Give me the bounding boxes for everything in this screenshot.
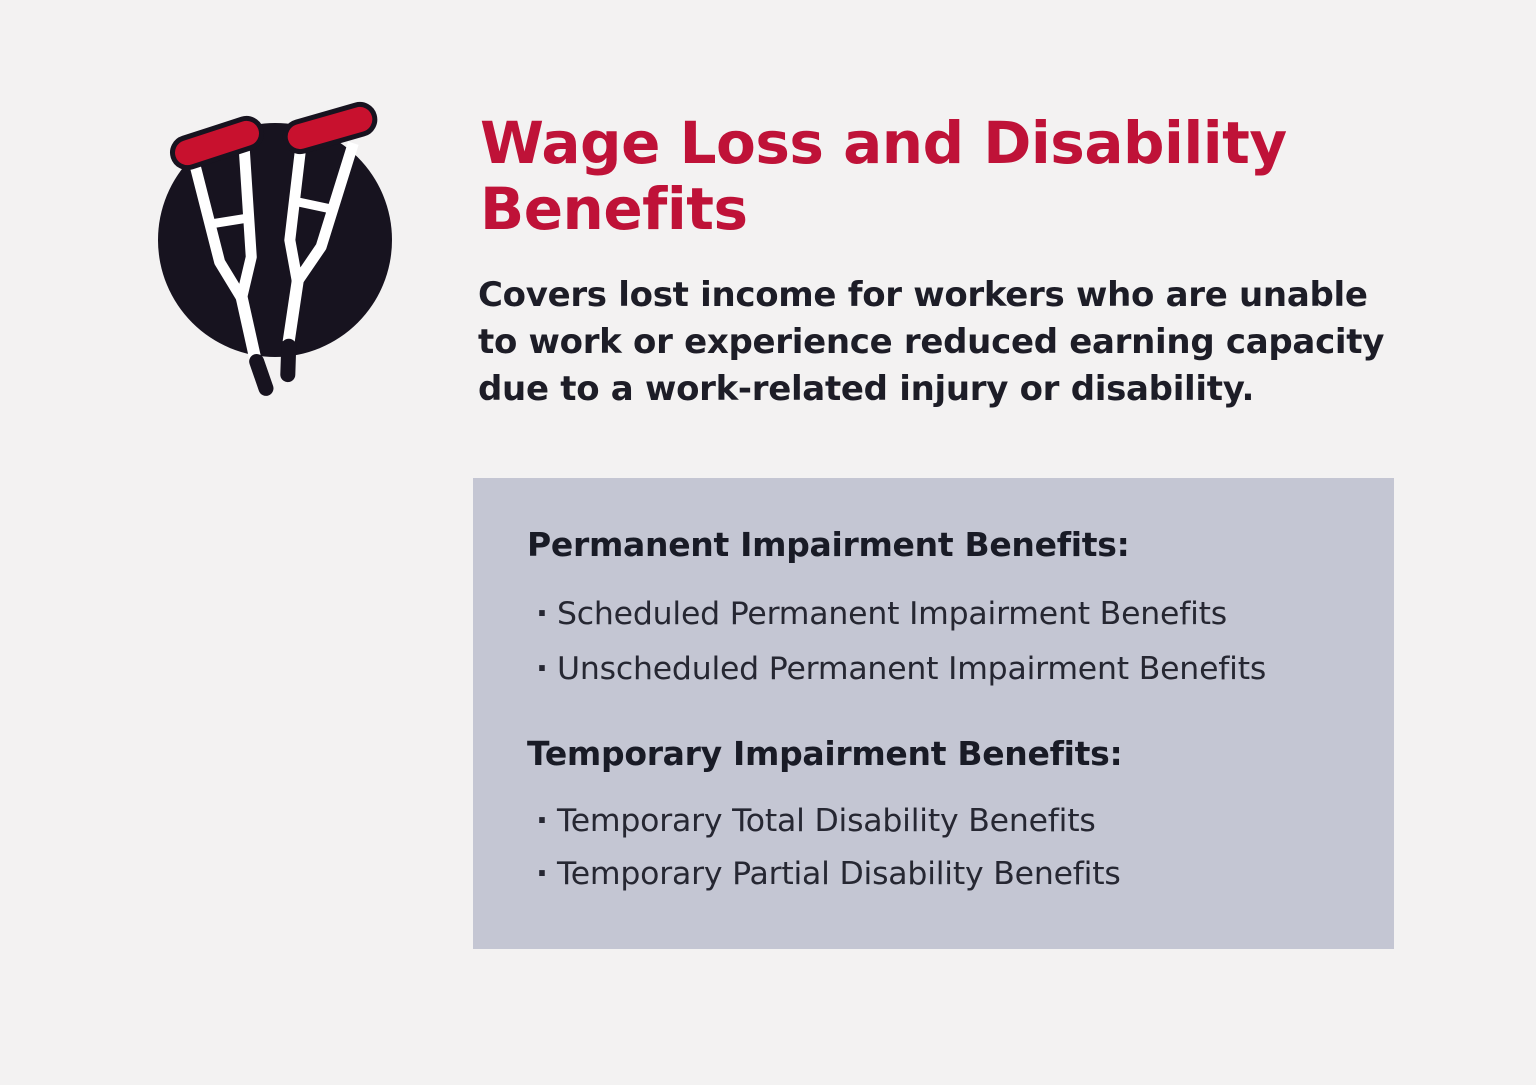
page-title (480, 110, 1340, 242)
description (478, 272, 1438, 413)
crutches-icon-svg (150, 100, 410, 410)
list-item-label: Temporary Total Disability Benefits (557, 803, 1096, 839)
description-line: due to a work-related injury or disability. (478, 369, 1255, 409)
bullet-icon (536, 856, 557, 894)
page-title-line: Benefits (480, 175, 748, 243)
page-title-line: Wage Loss and Disability (480, 109, 1287, 177)
group-heading-permanent: Permanent Impairment Benefits: (527, 525, 1130, 564)
description-line: to work or experience reduced earning capacity (478, 322, 1385, 362)
bullet-icon (536, 596, 557, 634)
list-item (536, 596, 1227, 634)
crutches-icon (150, 100, 410, 410)
list-item-label: Scheduled Permanent Impairment Benefits (557, 596, 1228, 632)
list-item (536, 856, 1121, 894)
benefits-panel (473, 478, 1394, 949)
description-line: Covers lost income for workers who are unable (478, 275, 1368, 315)
list-item (536, 651, 1266, 689)
list-item-label: Unscheduled Permanent Impairment Benefits (557, 651, 1267, 687)
group-heading-temporary: Temporary Impairment Benefits: (527, 734, 1123, 773)
bullet-icon (536, 803, 557, 841)
bullet-icon (536, 651, 557, 689)
list-item-label: Temporary Partial Disability Benefits (557, 856, 1121, 892)
list-item (536, 803, 1096, 841)
